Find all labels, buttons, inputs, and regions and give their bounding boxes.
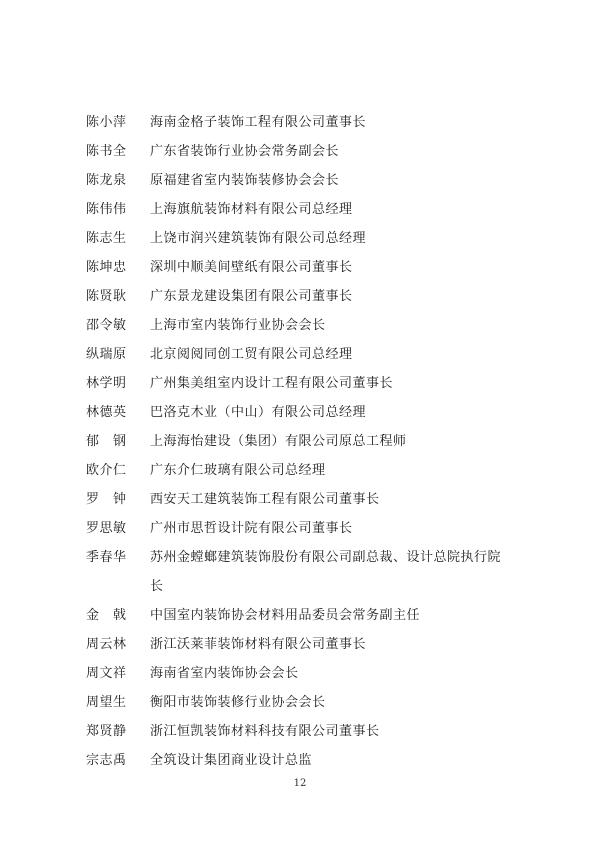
member-title: 浙江恒凯装饰材料科技有限公司董事长	[150, 724, 380, 739]
member-title: 西安天工建筑装饰工程有限公司董事长	[150, 492, 380, 507]
list-item	[86, 282, 526, 311]
member-name: 罗 钟	[86, 492, 127, 507]
list-item	[86, 688, 526, 717]
member-name: 陈龙泉	[86, 173, 127, 188]
member-list	[86, 108, 526, 775]
member-name: 郁 钢	[86, 434, 127, 449]
list-item	[86, 137, 526, 166]
member-name: 季春华	[86, 550, 127, 565]
list-item	[86, 717, 526, 746]
member-title: 中国室内装饰协会材料用品委员会常务副主任	[150, 608, 421, 623]
member-name: 邵令敏	[86, 318, 127, 333]
member-title: 上海海怡建设（集团）有限公司原总工程师	[150, 434, 407, 449]
member-title: 广东介仁玻璃有限公司总经理	[150, 463, 326, 478]
member-title: 衡阳市装饰装修行业协会会长	[150, 695, 326, 710]
member-name: 陈伟伟	[86, 202, 127, 217]
member-title: 北京阅阅同创工贸有限公司总经理	[150, 347, 353, 362]
list-item	[86, 630, 526, 659]
list-item	[86, 485, 526, 514]
list-item	[86, 253, 526, 282]
list-item	[86, 224, 526, 253]
list-item	[86, 427, 526, 456]
list-item	[86, 601, 526, 630]
member-title: 巴洛克木业（中山）有限公司总经理	[150, 405, 367, 420]
list-item	[86, 311, 526, 340]
member-name: 陈书全	[86, 144, 127, 159]
member-name: 陈坤忠	[86, 260, 127, 275]
member-title: 上饶市润兴建筑装饰有限公司总经理	[150, 231, 367, 246]
member-name: 林德英	[86, 405, 127, 420]
member-name: 周望生	[86, 695, 127, 710]
member-title: 广东景龙建设集团有限公司董事长	[150, 289, 353, 304]
list-item	[86, 369, 526, 398]
member-name: 林学明	[86, 376, 127, 391]
list-item	[86, 543, 526, 601]
member-name: 周云林	[86, 637, 127, 652]
member-title: 广东省装饰行业协会常务副会长	[150, 144, 340, 159]
member-title: 浙江沃莱菲装饰材料有限公司董事长	[150, 637, 367, 652]
member-name: 郑贤静	[86, 724, 127, 739]
member-title: 海南金格子装饰工程有限公司董事长	[150, 115, 367, 130]
member-title: 上海旗航装饰材料有限公司总经理	[150, 202, 353, 217]
list-item	[86, 746, 526, 775]
member-name: 宗志禹	[86, 753, 127, 768]
member-title: 上海市室内装饰行业协会会长	[150, 318, 326, 333]
member-title: 苏州金螳螂建筑装饰股份有限公司副总裁、设计总院执行院长	[150, 550, 502, 594]
member-title: 海南省室内装饰协会会长	[150, 666, 299, 681]
list-item	[86, 456, 526, 485]
list-item	[86, 195, 526, 224]
member-name: 陈贤耿	[86, 289, 127, 304]
list-item	[86, 108, 526, 137]
member-name: 周文祥	[86, 666, 127, 681]
page-number: 12	[293, 778, 307, 789]
member-name: 陈小萍	[86, 115, 127, 130]
list-item	[86, 659, 526, 688]
member-title: 全筑设计集团商业设计总监	[150, 753, 313, 768]
member-name: 罗思敏	[86, 521, 127, 536]
list-item	[86, 514, 526, 543]
member-name: 金 戟	[86, 608, 127, 623]
member-title: 广州集美组室内设计工程有限公司董事长	[150, 376, 394, 391]
member-name: 陈志生	[86, 231, 127, 246]
list-item	[86, 398, 526, 427]
member-title: 原福建省室内装饰装修协会会长	[150, 173, 340, 188]
member-title: 广州市思哲设计院有限公司董事长	[150, 521, 353, 536]
list-item	[86, 340, 526, 369]
list-item	[86, 166, 526, 195]
member-name: 欧介仁	[86, 463, 127, 478]
member-name: 纵瑞原	[86, 347, 127, 362]
member-title: 深圳中顺美间壁纸有限公司董事长	[150, 260, 353, 275]
